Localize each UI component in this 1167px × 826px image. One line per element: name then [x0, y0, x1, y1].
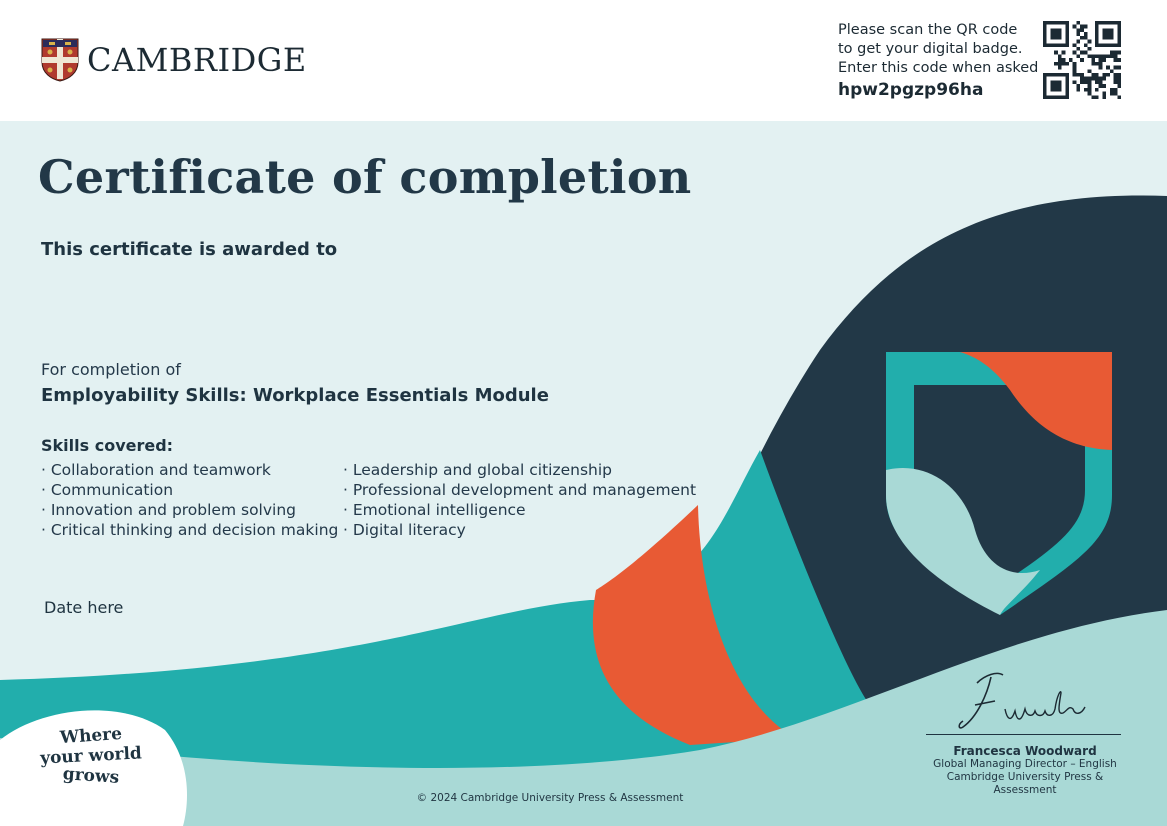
slogan-line: grows: [62, 764, 120, 788]
skill-item: · Communication: [41, 480, 338, 500]
skill-item: · Digital literacy: [343, 520, 696, 540]
signatory-organization: Cambridge University Press & Assessment: [946, 771, 1104, 796]
course-name: Employability Skills: Workplace Essentials Module: [41, 385, 549, 406]
skill-item: · Innovation and problem solving: [41, 500, 338, 520]
brand-wordmark: CAMBRIDGE: [87, 41, 307, 79]
badge-instruction-line: Please scan the QR code: [838, 22, 1018, 38]
slogan-line: your world: [39, 743, 143, 769]
cambridge-crest-icon: [41, 38, 79, 82]
completion-label: For completion of: [41, 360, 181, 379]
certificate-title: Certificate of completion: [38, 150, 692, 204]
skill-item: · Professional development and management: [343, 480, 696, 500]
signatory-title: Global Managing Director – English: [933, 758, 1117, 770]
skills-list-left: [41, 460, 338, 540]
signature-line: [926, 734, 1121, 735]
badge-code: hpw2pgzp96ha: [838, 80, 984, 100]
badge-instruction-line: Enter this code when asked: [838, 60, 1039, 76]
awarded-to-label: This certificate is awarded to: [41, 239, 338, 260]
skill-item: · Collaboration and teamwork: [41, 460, 338, 480]
skill-item: · Leadership and global citizenship: [343, 460, 696, 480]
badge-instruction-line: to get your digital badge.: [838, 41, 1023, 57]
signatory-block: [920, 744, 1130, 797]
skill-item: · Critical thinking and decision making: [41, 520, 338, 540]
qr-code-icon[interactable]: [1043, 21, 1121, 99]
copyright-notice: © 2024 Cambridge University Press & Assessment: [416, 792, 684, 804]
signatory-name: Francesca Woodward: [953, 744, 1097, 758]
slogan-logo: [36, 723, 146, 788]
handwritten-signature: [955, 665, 1095, 735]
skills-list-right: [343, 460, 696, 540]
certificate-date: Date here: [44, 598, 124, 617]
badge-instructions: [838, 21, 1038, 100]
skills-heading: Skills covered:: [41, 436, 174, 455]
cambridge-logo: [41, 38, 307, 82]
slogan-line: Where: [59, 723, 123, 749]
skill-item: · Emotional intelligence: [343, 500, 696, 520]
